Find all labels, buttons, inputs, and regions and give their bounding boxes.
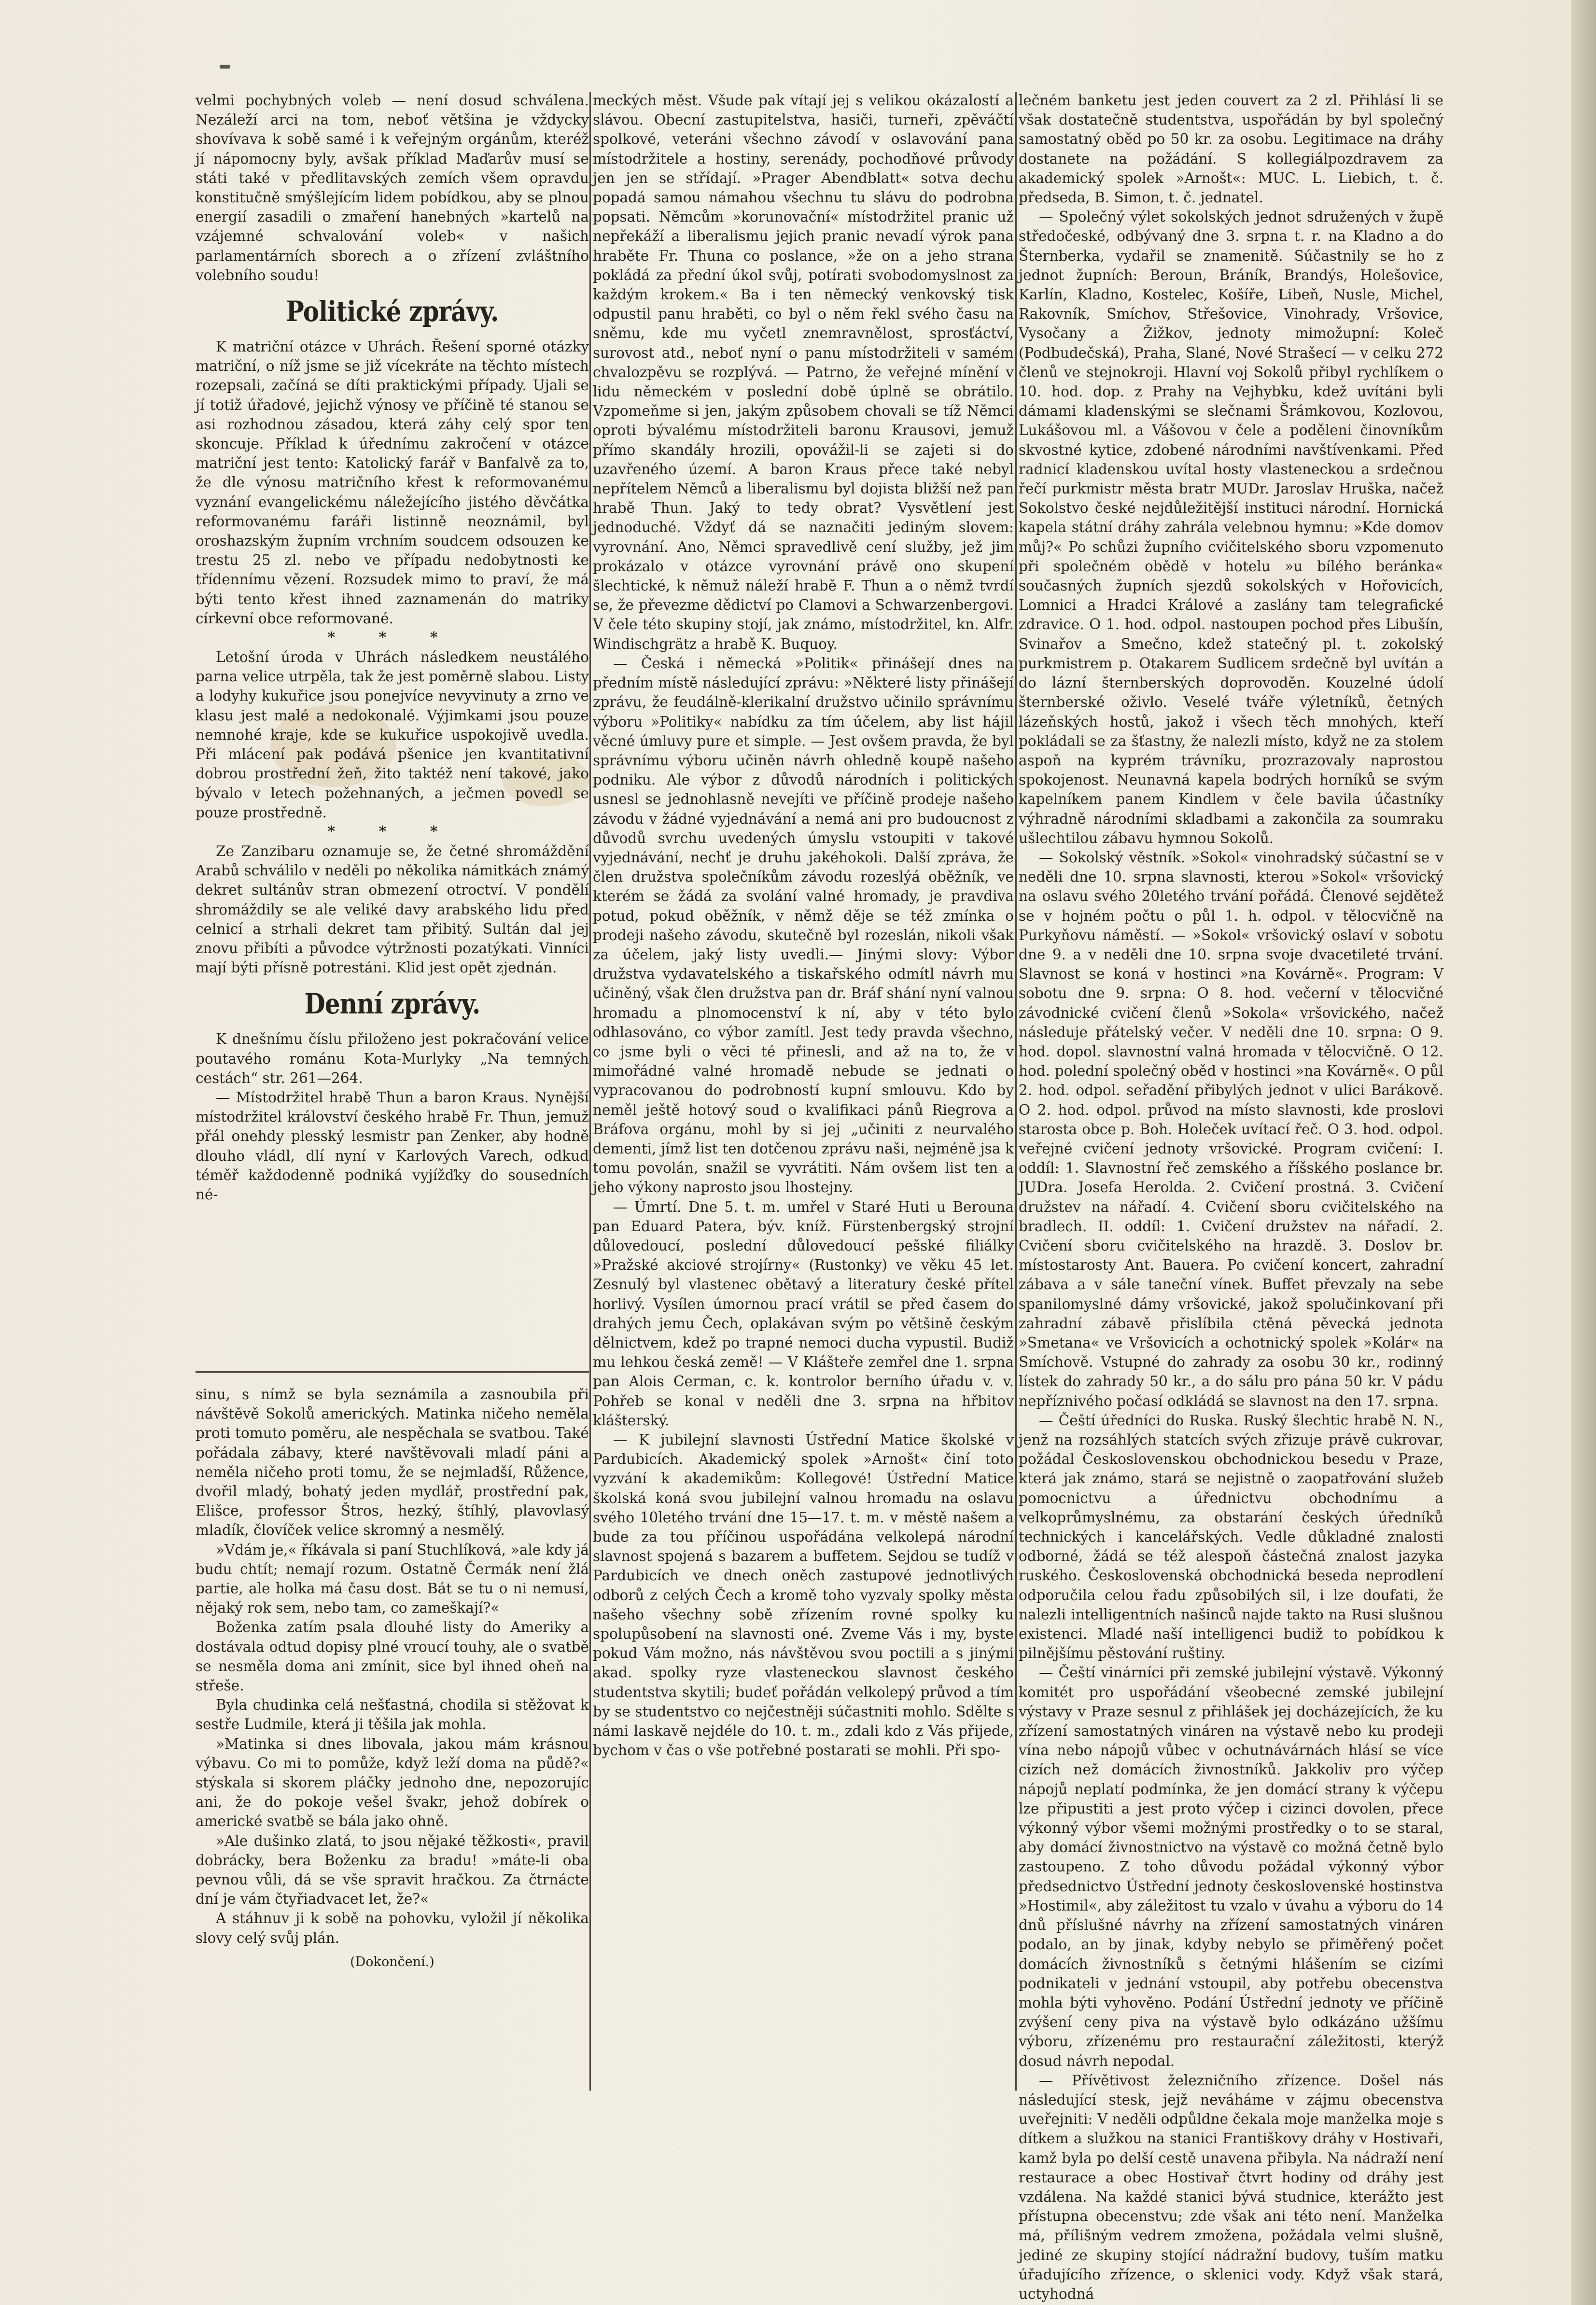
feuilleton-paragraph: »Vdám je,« říkávala si paní Stuchlíková, »ale kdy já budu chtít; nemají rozum. Ostatně Čermák není žlá partie, ale holka má času dost. Bát se tu o ni nemusí, nějaký rok sem, nebo tam, co zameškají?«	[196, 1541, 589, 1616]
continuation-note: (Dokončení.)	[350, 1954, 434, 1969]
feuilleton-paragraph: sinu, s nímž se byla seznámila a zasnoubila při návštěvě Sokolů amerických. Matinka ničeho neměla proti tomuto poměru, ale nespěchala se svatbou. Také pořádala zábavy, které navštěvovali mladí páni a neměla ničeho proti tomu, že se nejmladší, Růžence, dvořil mladý, bohatý jeden mydlář, prostřední pak, Elišce, professor Štros, hezký, štíhlý, plavovlasý mladík, človíček velice skromný a nesmělý.	[196, 1386, 589, 1539]
column-1-top	[196, 91, 589, 1365]
article-paragraph: — K jubilejní slavnosti Ústřední Matice školské v Pardubicích. Akademický spolek »Arnošt« činí toto vyzvání k akademikům: Kollegové! Ústřední Matice školská koná svou jubilejní valnou hromadu na oslavu svého 10letého trvání dne 15—17. t. m. v městě našem a bude za tou příčinou uspořádána velkolepá národní slavnost spojená s bazarem a buffetem. Sejdou se tudíž v Pardubicích ve dnech oněch zastupové jednotlivých odborů z celých Čech a kromě toho vyzvaly spolky města našeho všechny sobě zřízením rovné spolky ku spolupůsobení na slavnosti oné. Zveme Vás i my, byste pokud Vám možno, nás návštěvou svou poctili a s jinými akad. spolky ryze vlasteneckou slavnost českého studentstva skytili; budeť pořádán velkolepý průvod a tím by se studentstvo co nejčestněji súčastniti mohlo. Sdělte s námi laskavě nejdéle do 10. t. m., zdali kdo z Vás přijede, bychom v čas o vše potřebné postarati se mohli. Při spo-	[593, 1432, 1014, 1759]
section-heading-denni-zpravy: Denní zprávy.	[304, 987, 480, 1021]
article-paragraph: K dnešnímu číslu přiloženo jest pokračování velice poutavého románu Kota-Murlyky „Na temných cestách“ str. 261—264.	[196, 1031, 589, 1086]
column-1-feuilleton	[196, 1385, 589, 2085]
page-edge	[1571, 0, 1596, 2305]
ink-mark	[220, 65, 230, 69]
article-paragraph: — Čeští úředníci do Ruska. Ruský šlechtic hrabě N. N., jenž na rozsáhlých statcích svých zřizuje právě cukrovar, požádal Československou obchodnickou besedu v Praze, která jak známo, stará se nejistně o zaopatřování služeb pomocnictvu a úřednictvu obchodnímu a velkoprůmyslnému, za obstarání českých úředníků technických i kancelářských. Vedle důkladné znalosti odborné, žádá se též alespoň částečná znalost jazyka ruského. Československá obchodnická beseda neprodlení odporučila celou řadu způsobilých sil, i lze doufati, že nalezli intelligentních našinců najde takto na Rusi slušnou existenci. Mladé naší intelligenci budiž to pobídkou k pilnějšímu pěstování ruštiny.	[1019, 1412, 1443, 1662]
article-paragraph: lečném banketu jest jeden couvert za 2 zl. Přihlásí li se však dostatečně studentstva, uspořádán by byl společný samostatný oběd po 50 kr. za osobu. Legitimace na dráhy dostanete na požádání. S kollegiálpozdravem za akademický spolek »Arnošt«: MUC. L. Liebich, t. č. předseda, B. Simon, t. č. jednatel.	[1019, 92, 1443, 206]
article-paragraph: — Společný výlet sokolských jednot sdružených v župě středočeské, odbývaný dne 3. srpna t. r. na Kladno a do Šternberka, vydařil se znamenitě. Súčastnily se ho z jednot župních: Beroun, Bráník, Brandýs, Holešovice, Karlín, Kladno, Kostelec, Košíře, Libeň, Nusle, Michel, Rakovník, Smíchov, Střešovice, Vinohrady, Vršovice, Vysočany a Žižkov, jednoty mimožupní: Koleč (Podbudečská), Praha, Slané, Nové Strašecí — v celku 272 členů ve stejnokroji. Hlavní voj Sokolů přibyl rychlíkem o 10. hod. dop. z Prahy na Vejhybku, kdež uvítáni byli dámami kladenskými se slečnami Šrámkovou, Kozlovou, Lukášovou ml. a Vášovou v čele a poděleni činovníkům skvostné kytice, zdobené národními navštívenkami. Před radnicí kladenskou uvítal hosty vlasteneckou a srdečnou řečí purkmistr města bratr MUDr. Jaroslav Hruška, načež Sokolstvo české nejdůležitější instituci národní. Hornická kapela státní dráhy zahrála velebnou hymnu: »Kde domov můj?« Po schůzi župního cvičitelského sboru vzpomenuto při společném obědě v hotelu »u bílého beránka« současných župních sjezdů sokolských v Hořovicích, Lomnici a Hradci Králové a zaslány tam telegrafické zdravice. O 1. hod. odpol. nastoupen pochod přes Libušín, Svinařov a Smečno, kdež statečný pl. t. zokolský purkmistrem p. Otakarem Sudlicem srdečně byl uvítán a do lázní šternberských doprovoděn. Kouzelné údolí šternberské oživlo. Veselé tváře výletníků, četných lázeňských hostů, jakož i všech těch mnohých, kteří pokládali se za šťastny, že nalezli místo, když ne za stolem aspoň na kyprém trávníku, prozrazovaly naprostou spokojenost. Neunavná kapela bodrých horníků se svým kapelníkem panem Kindlem v čele bavila účastníky výhradně národními skladbami a zakončila za soumraku ušlechtilou zábavu hymnou Sokolů.	[1019, 209, 1443, 846]
article-paragraph: — Přívětivost železničního zřízence. Došel nás následující stesk, jejž neváháme v zájmu obecenstva uveřejniti: V neděli odpůldne čekala moje manželka moje s dítkem a služkou na stanici Františkovy dráhy v Hostivaři, kamž byla po delší cestě unavena přibyla. Na nádraží není restaurace a obec Hostivař čtvrt hodiny od dráhy jest vzdálena. Na každé stanici bývá studnice, kterážto jest přístupna obecenstvu; zde však ani této není. Manželka má, přílišným vedrem zmožena, požádala velmi slušně, jediné ze skupiny stojící nádražní budovy, tuším matku úřadujícího zřízence, o sklenici vody. Když však stará, uctyhodná	[1019, 2072, 1443, 2302]
article-paragraph: — Čeští vinárníci při zemské jubilejní výstavě. Výkonný komitét pro uspořádání všeobecné zemské jubilejní výstavy v Praze sesnul z přihlášek jej docházejících, že ku zřízení samostatných vináren na výstavě nebo ku prodeji vína nebo nápojů vůbec v ochutnávárnách hlásí se více cizích než domácích živnostníků. Jakkoliv pro výčep nápojů neplatí podmínka, že jen domácí strany k výčepu lze připustiti a jest proto výčep i cizinci dovolen, přece výkonný výbor všemi možnými prostředky o to se staral, aby domácí živnostnictvo na výstavě co možná četně bylo zastoupeno. Z toho důvodu požádal výkonný výbor předsednictvo Ústřední jednoty československé hostinstva »Hostimil«, aby záležitost tu vzalo v úvahu a výboru do 14 dnů příslušné návrhy na zřízení samostatných vináren podalo, an by jinak, kdyby nebylo se přiměřený počet domácích živnostníků s četnými hlášením se cizími podnikateli v jednání vstoupil, aby potřebu obecenstva mohla býti vyhověno. Podání Ústřední jednoty ve příčině zvýšení ceny piva na výstavě bylo odkázáno užšímu výboru, zřízenému pro restaurační záležitosti, kterýž dosud návrh nepodal.	[1019, 1664, 1443, 2069]
column-2	[593, 91, 1014, 2094]
article-paragraph: K matriční otázce v Uhrách. Řešení sporné otázky matriční, o níž jsme se již vícekráte na těchto místech rozepsali, začíná se díti praktickými případy. Ujali se jí totiž úřadové, jejichž výnosy ve příčině té stanou se asi rozhodnou zásadou, která záhy celý spor ten skoncuje. Příklad k úřednímu zakročení v otázce matriční jest tento: Katolický farář v Banfalvě za to, že dle výnosu matričního křest k reformovanému vyznání evangelickému náležejícího jistého děvčátka reformovanému faráři listinně neoznámil, byl oroshazským župním vrchním soudcem odsouzen ke trestu 25 zl. nebo ve případu nedobytnosti ke třídennímu vězení. Rozsudek mimo to praví, že má býti tento křest ihned zaznamenán do matriky církevní obce reformované.	[196, 338, 589, 627]
article-paragraph: Ze Zanzibaru oznamuje se, že četné shromáždění Arabů schválilo v neděli po několika námitkách známý dekret sultánův stran obmezení otroctví. V pondělí shromáždily se ale veliké davy arabského lidu před celnicí a strhali dekret tam přibitý. Sultán dal jej znovu přibíti a původce výtržnosti pozatýkati. Vinníci mají býti přísně potrestáni. Klid jest opět zjednán.	[196, 843, 589, 976]
separator-stars: * * *	[327, 629, 457, 647]
column-rule	[1015, 92, 1017, 2091]
section-rule	[196, 1371, 589, 1373]
article-paragraph: meckých měst. Všude pak vítají jej s velikou okázalostí a slávou. Obecní zastupitelstva, hasiči, turneři, zpěváčtí spolkové, veteráni všechno závodí v oslavování pana místodržitele a hostiny, serenády, pochodňové průvody jen jen se střídají. »Prager Abendblatt« sotva dechu popadá samou námahou všechnu tu slávu do podrobna popsati. Němcům »korunovační« místodržitel pranic už nepřekáží a liberalismu jejich pranic nevadí výrok pana hraběte Fr. Thuna co poslance, »že on a jeho strana pokládá za přední úkol svůj, potírati svobodomyslnost za každým krokem.« Ba i ten německý venkovský tisk odpustil panu hraběti, co byl o něm řekl svého času na sněmu, kde mu vyčetl znemravnělost, sprosťáctví, surovost atd., neboť nyní o panu místodržiteli v samém chvalozpěvu se rozplývá. — Patrno, že veřejné mínění v lidu německém v poslední době úplně se obrátilo. Vzpomeňme si jen, jakým způsobem chovali se tíž Němci oproti bývalému místodržiteli baronu Krausovi, jemuž přímo skandály hrozili, opovážil-li se zajeti si do uzavřeného území. A baron Kraus přece také nebyl nepřítelem Němců a liberalismu byl dojista bližší než pan hrabě Thun. Jaký to tedy obrat? Vysvětlení jest jednoduché. Vždyť dá se naznačiti jediným slovem: vyrovnání. Ano, Němci spravedlivě cení služby, jež jim prokázalo v otázce vyrovnání právě ono skupení šlechtické, k němuž náleží hrabě F. Thun a o němž tvrdí se, že převezme dědictví po Clamovi a Schwarzenbergovi. V čele této skupiny stojí, jak známo, místodržitel, kn. Alfr. Windischgrätz a hrabě K. Buquoy.	[593, 92, 1014, 652]
column-3	[1019, 91, 1443, 2302]
section-heading-politicke-zpravy: Politické zprávy.	[286, 295, 499, 328]
article-paragraph: — Místodržitel hrabě Thun a baron Kraus. Nynější místodržitel království českého hrabě Fr. Thun, jemuž přál onehdy plesský lesmistr pan Zenker, aby hodně dlouho vládl, dlí nyní v Karlových Varech, odkud téměř každodenně podniká vyjížďky do sousedních né-	[196, 1089, 589, 1203]
separator-stars: * * *	[327, 823, 457, 840]
feuilleton-paragraph: Boženka zatím psala dlouhé listy do Ameriky a dostávala odtud dopisy plné vroucí touhy, ale o svatbě se nesměla doma ani zmínit, sice byl ihned oheň na střeše.	[196, 1619, 589, 1694]
article-paragraph: — Česká i německá »Politik« přinášejí dnes na předním místě následující zprávu: »Některé listy přinášejí zprávu, že feudálně-klerikalní družstvo učinilo správnímu výboru »Politiky« nabídku za tím účelem, aby list hájil věcné úmluvy pure et simple. — Jest ovšem pravda, že byl správnímu výboru učiněn návrh ohledně koupě našeho podniku. Ale výbor z důvodů národních i politických usnesl se jednohlasně nevejíti ve příčině prodeje našeho závodu v žádné vyjednávání a nemá ani pro budoucnost z důvodů svrchu uvedených úmyslu vstoupiti v takové vyjednávání, nechť je druhu jakéhokoli. Další zpráva, že člen družstva společníkům závodu rozeslýá oběžník, ve kterém se žádá za svolání valné hromady, je pravdiva potud, pokud oběžník, v němž děje se též zmínka o prodeji našeho závodu, skutečně byl rozeslán, nikoli však za účelem, jaký listy uvedli.— Jinými slovy: Výbor družstva vydavatelského a tiskařského odmítl návrh mu učiněný, však člen družstva pan dr. Bráf shání nyní valnou hromadu a plnomocenství k ní, aby v této bylo odhlasováno, co výbor zamítl. Jest tedy pravda všechno, co jsme byli o věci té přinesli, and až na to, že v mimořádné valné hromadě nebude se jednati o vypracovanou do podrobností kupní smlouvu. Kdo by neměl ještě hotový soud o kvalifikaci pánů Riegrova a Bráfova orgánu, mohl by si jej „učiniti z neurvalého dementi, jímž list ten dotčenou zprávu naši, nejméně jsa k tomu povolán, snažil se vyvrátiti. Nám ovšem list ten a jeho výkony naprosto jsou lhostejny.	[593, 655, 1014, 1196]
feuilleton-paragraph: »Ale dušinko zlatá, to jsou nějaké těžkosti«, pravil dobrácky, bera Boženku za bradu! »máte-li oba pevnou vůli, dá se vše spravit hračkou. Za čtrnácte dní je vám čtyřiadvacet let, že?«	[196, 1832, 589, 1908]
feuilleton-paragraph: Byla chudinka celá nešťastná, chodila si stěžovat k sestře Ludmile, která ji těšila jak mohla.	[196, 1697, 589, 1733]
article-paragraph: Letošní úroda v Uhrách následkem neustálého parna velice utrpěla, tak že jest poměrně slabou. Listy a lodyhy kukuřice jsou ponejvíce nevyvinuty a zrno ve klasu jest malé a nedokonalé. Výjimkami jsou pouze nemnohé kraje, kde se kukuřice uspokojivě uvedla. Při mlácení pak podává pšenice jen kvantitativní dobrou prostřední žeň, žito taktéž není takové, jako bývalo v letech požehnaných, a ječmen povedl se pouze prostředně.	[196, 649, 589, 821]
feuilleton-paragraph: »Matinka si dnes libovala, jakou mám krásnou výbavu. Co mi to pomůže, když leží doma na půdě?« stýskala si skorem pláčky jednoho dne, nepozorujíc ani, že do pokoje vešel švakr, jehož dobírek o americké svatbě se bála jako ohně.	[196, 1735, 589, 1830]
column-rule	[589, 92, 591, 2091]
article-paragraph: velmi pochybných voleb — není dosud schválena. Nezáleží arci na tom, neboť většina je vždycky shovívava k sobě samé i k veřejným orgánům, kteréž jí nápomocny byly, avšak příklad Maďarův musí se státi také v předlitavských zemích všem opravdu konstitučně smýšlejícím lidem pobídkou, aby se plnou energií zasadili o zmaření hanebných »kartelů na vzájemné schvalování voleb« v našich parlamentárních sborech a o zřízení zvláštního volebního soudu!	[196, 92, 589, 283]
article-paragraph: — Sokolský věstník. »Sokol« vinohradský súčastní se v neděli dne 10. srpna slavnosti, kterou »Sokol« vršovický na oslavu svého 20letého trvání pořádá. Členové sejdětež se v hojném počtu o půl 1. h. odpol. v tělocvičně na Purkyňovu náměstí. — »Sokol« vršovický oslaví v sobotu dne 9. a v neděli dne 10. srpna svoje dvacetileté trvání. Slavnost se koná v hostinci »na Kovárně«. Program: V sobotu dne 9. srpna: O 8. hod. večerní v tělocvičné závodnické cvičení členů »Sokola« vršovického, načež následuje přátelský večer. V neděli dne 10. srpna: O 9. hod. dopol. slavnostní valná hromada v tělocvičně. O 12. hod. polední společný oběd v hostinci »na Kovárně«. O půl 2. hod. odpol. seřadění přibylých jednot v ulici Barákově. O 2. hod. odpol. průvod na místo slavnosti, kde proslovi starosta obce p. Boh. Holeček uvítací řeč. O 3. hod. odpol. veřejné cvičení jednoty vršovické. Program cvičení: I. oddíl: 1. Slavnostní řeč zemského a říšského poslance br. JUDra. Josefa Herolda. 2. Cvičení prostná. 3. Cvičení družstev na nářadí. 4. Cvičení sboru cvičitelského na bradlech. II. oddíl: 1. Cvičení družstev na nářadí. 2. Cvičení sboru cvičitelského na hrazdě. 3. Doslov br. místostarosty Ant. Bauera. Po cvičení koncert, zahradní zábava a v sále taneční vínek. Buffet převzaly na sebe spanilomyslné dámy vršovické, jakož spolučinkovaní při zahradní zábavě přislíbila ctěná pěvecká jednota »Smetana« ve Vršovicích a ochotnický spolek »Kolár« na Smíchově. Vstupné do zahrady za osobu 30 kr., rodinný lístek do zahrady 50 kr., a do sálu pro pána 50 kr. V pádu nepříznivého počasí odkládá se slavnost na den 17. srpna.	[1019, 849, 1443, 1409]
article-paragraph: — Úmrtí. Dne 5. t. m. umřel v Staré Huti u Berouna pan Eduard Patera, býv. kníž. Fürstenbergský strojní důlovedoucí, poslední důlovedoucí pešské filiálky »Pražské akciové strojírny« (Rustonky) ve věku 45 let. Zesnulý byl vlastenec obětavý a literatury české přítel horlivý. Vysílen úmornou prací vrátil se před časem do drahých jemu Čech, oplakávan svým po většině českým dělnictvem, kdež po trapné nemoci ducha vypustil. Budiž mu lehkou česká země! — V Klášteře zemřel dne 1. srpna pan Alois Cerman, c. k. kontrolor berního úřadu v. v. Pohřeb se konal v neděli dne 3. srpna na hřbitov klášterský.	[593, 1198, 1014, 1429]
feuilleton-paragraph: A stáhnuv ji k sobě na pohovku, vyložil jí několika slovy celý svůj plán.	[196, 1910, 589, 1946]
